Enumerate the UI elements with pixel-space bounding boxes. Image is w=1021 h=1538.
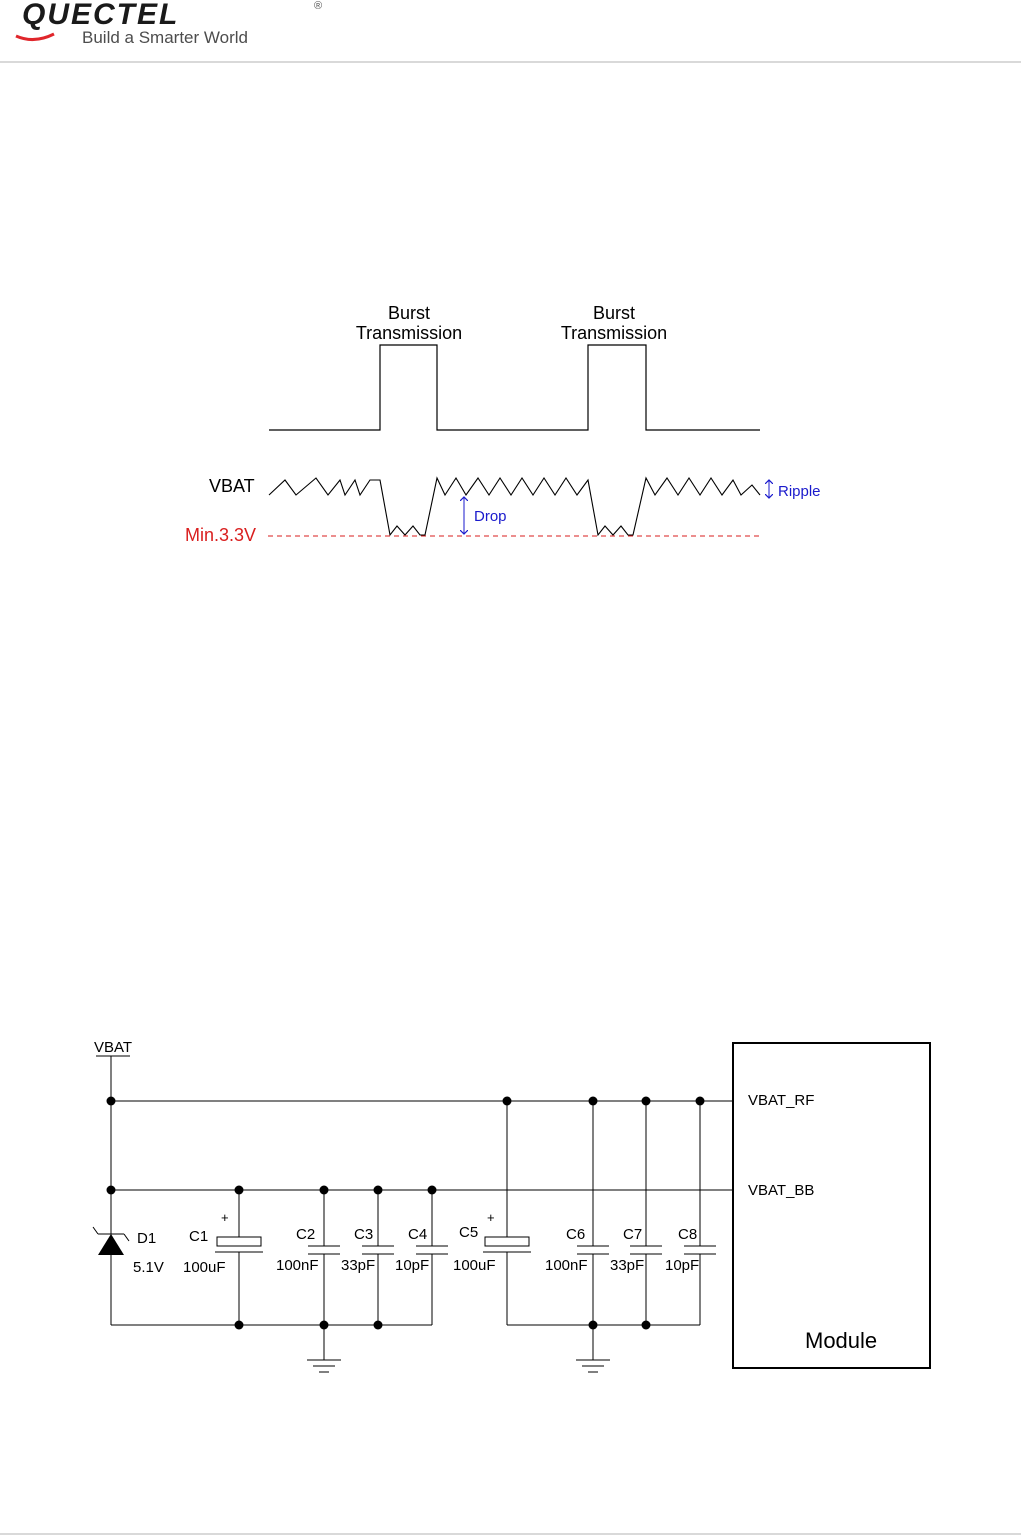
junction-dot	[107, 1186, 116, 1195]
junction-dots	[107, 1097, 705, 1330]
d1-value-label: 5.1V	[133, 1259, 164, 1276]
c6-name-label: C6	[566, 1226, 586, 1243]
c8-name-label: C8	[678, 1226, 698, 1243]
junction-dot	[642, 1321, 651, 1330]
c4-value-label: 10pF	[395, 1257, 430, 1274]
c2-value-label: 100nF	[276, 1257, 319, 1274]
c5-capacitor-icon	[485, 1237, 529, 1246]
burst-label-2-line-1: Burst	[592, 303, 636, 323]
junction-dot	[320, 1186, 329, 1195]
page-header	[0, 0, 1021, 62]
burst-label-1-line-1: Burst	[387, 303, 431, 323]
c6-value-label: 100nF	[545, 1257, 588, 1274]
vbat-ripple-trace	[269, 478, 760, 535]
vbat-burst-waveform	[0, 290, 1021, 560]
c1-name-label: C1	[189, 1228, 209, 1245]
c8-value-label: 10pF	[665, 1257, 700, 1274]
c1-capacitor-icon	[217, 1237, 261, 1246]
company-tagline: Build a Smarter World	[82, 28, 248, 47]
module-label: Module	[805, 1328, 878, 1353]
footer-divider	[0, 1533, 1021, 1535]
junction-dot	[428, 1186, 437, 1195]
pin-vbat-bb-label: VBAT_BB	[748, 1182, 815, 1199]
junction-dot	[235, 1321, 244, 1330]
burst-pulse-trace	[269, 345, 760, 430]
c2-name-label: C2	[296, 1226, 316, 1243]
ripple-label: Ripple	[778, 483, 821, 500]
junction-dot	[107, 1097, 116, 1106]
junction-dot	[589, 1321, 598, 1330]
vbat-input-label: VBAT	[94, 1039, 133, 1056]
c7-name-label: C7	[623, 1226, 643, 1243]
c1-value-label: 100uF	[183, 1259, 226, 1276]
min-voltage-label: Min.3.3V	[185, 525, 257, 545]
pin-vbat-rf-label: VBAT_RF	[748, 1092, 815, 1109]
c4-name-label: C4	[408, 1226, 428, 1243]
junction-dot	[374, 1321, 383, 1330]
ground-icon-left	[307, 1360, 341, 1372]
burst-label-1-line-2: Transmission	[355, 323, 463, 343]
junction-dot	[235, 1186, 244, 1195]
junction-dot	[696, 1097, 705, 1106]
junction-dot	[320, 1321, 329, 1330]
drop-label: Drop	[474, 508, 507, 525]
zener-diode-body	[98, 1234, 124, 1255]
company-logo: QUECTEL	[22, 0, 180, 31]
burst-label-2-line-2: Transmission	[560, 323, 668, 343]
registered-mark: ®	[314, 0, 323, 12]
c5-value-label: 100uF	[453, 1257, 496, 1274]
junction-dot	[642, 1097, 651, 1106]
c3-value-label: 33pF	[341, 1257, 376, 1274]
c5-polarity-label: +	[487, 1210, 495, 1225]
c5-name-label: C5	[459, 1224, 479, 1241]
c1-polarity-label: +	[221, 1210, 229, 1225]
ground-icon-right	[576, 1360, 610, 1372]
junction-dot	[374, 1186, 383, 1195]
d1-name-label: D1	[137, 1230, 157, 1247]
junction-dot	[589, 1097, 598, 1106]
header-divider	[0, 61, 1021, 63]
junction-dot	[503, 1097, 512, 1106]
vbat-trace-label: VBAT	[209, 476, 255, 496]
c3-name-label: C3	[354, 1226, 374, 1243]
vbat-power-schematic	[0, 1030, 1021, 1390]
c7-value-label: 33pF	[610, 1257, 645, 1274]
